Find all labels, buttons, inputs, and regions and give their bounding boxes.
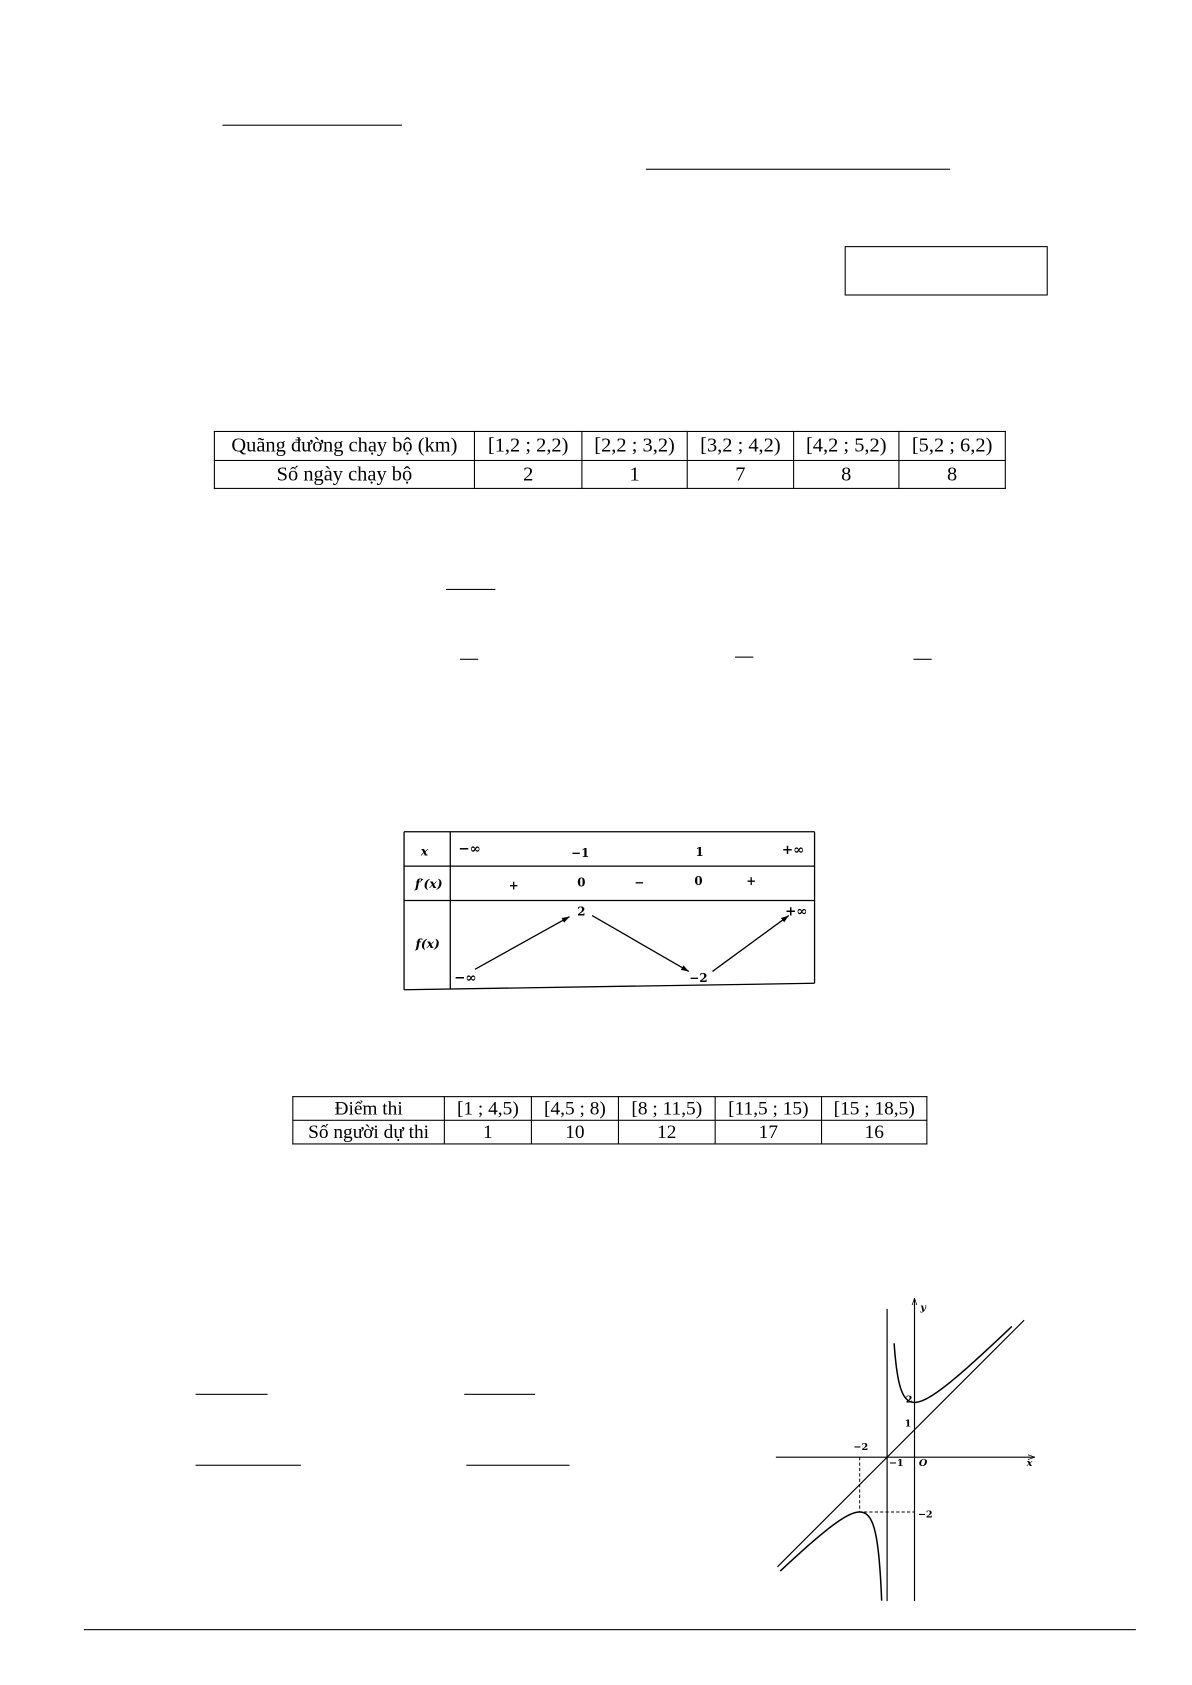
interval-cell: [15 ; 18,5) [822,1097,927,1121]
row-label-cell: Số ngày chạy bộ [214,460,474,489]
fraction-bar [735,656,753,657]
derivative-row-label: f′(x) [414,875,443,891]
count-cell: 1 [582,460,687,489]
row-label-cell: Điểm thi [293,1097,445,1121]
interval-cell: [2,2 ; 3,2) [582,431,687,460]
function-row-label: f(x) [415,936,440,952]
interval-cell: [11,5 ; 15) [715,1097,821,1121]
variation-table [398,825,824,995]
derivative-sign: + [746,874,757,889]
interval-cell: [3,2 ; 4,2) [687,431,793,460]
count-cell: 17 [715,1121,821,1145]
fraction-bar [460,659,478,660]
underline-rule [196,1465,301,1466]
interval-cell: [1 ; 4,5) [444,1097,531,1121]
function-graph [765,1290,1042,1607]
derivative-sign: − [634,875,645,890]
count-cell: 1 [444,1121,531,1145]
function-value: −∞ [454,969,477,986]
origin-label: O [918,1458,928,1470]
x-value: −∞ [458,840,481,857]
curve-lower-branch [780,1512,881,1601]
underline-rule [464,1394,535,1395]
interval-cell: [5,2 ; 6,2) [899,431,1005,460]
table-row [214,460,1005,489]
x-tick-label: −2 [853,1442,869,1454]
interval-cell: [4,5 ; 8) [531,1097,618,1121]
fraction-bar [446,589,495,590]
oblique-asymptote [777,1320,1024,1567]
fraction-bar [913,659,931,660]
interval-cell: [1,2 ; 2,2) [474,431,581,460]
derivative-sign: 0 [577,875,586,890]
count-cell: 16 [822,1121,927,1145]
count-cell: 8 [899,460,1005,489]
increasing-arrow [712,916,788,972]
underline-rule [196,1394,268,1395]
underline-rule [646,169,950,170]
x-axis-label: x [1026,1458,1033,1470]
interval-cell: [4,2 ; 5,2) [794,431,899,460]
function-value: +∞ [785,903,808,920]
x-value: 1 [695,845,704,860]
footer-rule [84,1629,1136,1630]
y-tick-label: −2 [917,1509,933,1521]
x-row-label: x [420,843,429,859]
count-cell: 12 [618,1121,715,1145]
count-cell: 10 [531,1121,618,1145]
function-value: −2 [689,970,708,985]
table-header-row [214,431,1005,460]
interval-cell: [8 ; 11,5) [618,1097,715,1121]
empty-frame-box [845,246,1048,295]
derivative-sign: + [508,878,519,893]
count-cell: 8 [794,460,899,489]
y-axis-label: y [920,1302,926,1314]
count-cell: 2 [474,460,581,489]
x-tick-label: −1 [888,1458,904,1470]
function-value: 2 [577,904,586,919]
x-value: −1 [571,846,590,861]
x-value: +∞ [781,842,805,859]
table-row [293,1121,927,1145]
decreasing-arrow [592,916,689,972]
y-tick-label: 1 [904,1418,912,1430]
exam-score-table [292,1096,927,1145]
derivative-sign: 0 [694,874,703,889]
y-tick-label: 2 [905,1394,913,1406]
underline-rule [222,125,401,126]
increasing-arrow [475,917,570,970]
row-label-cell: Số người dự thi [293,1121,445,1145]
table-header-row [293,1097,927,1121]
row-label-cell: Quãng đường chạy bộ (km) [214,431,474,460]
count-cell: 7 [687,460,793,489]
running-distance-table [214,431,1006,489]
underline-rule [466,1465,569,1466]
